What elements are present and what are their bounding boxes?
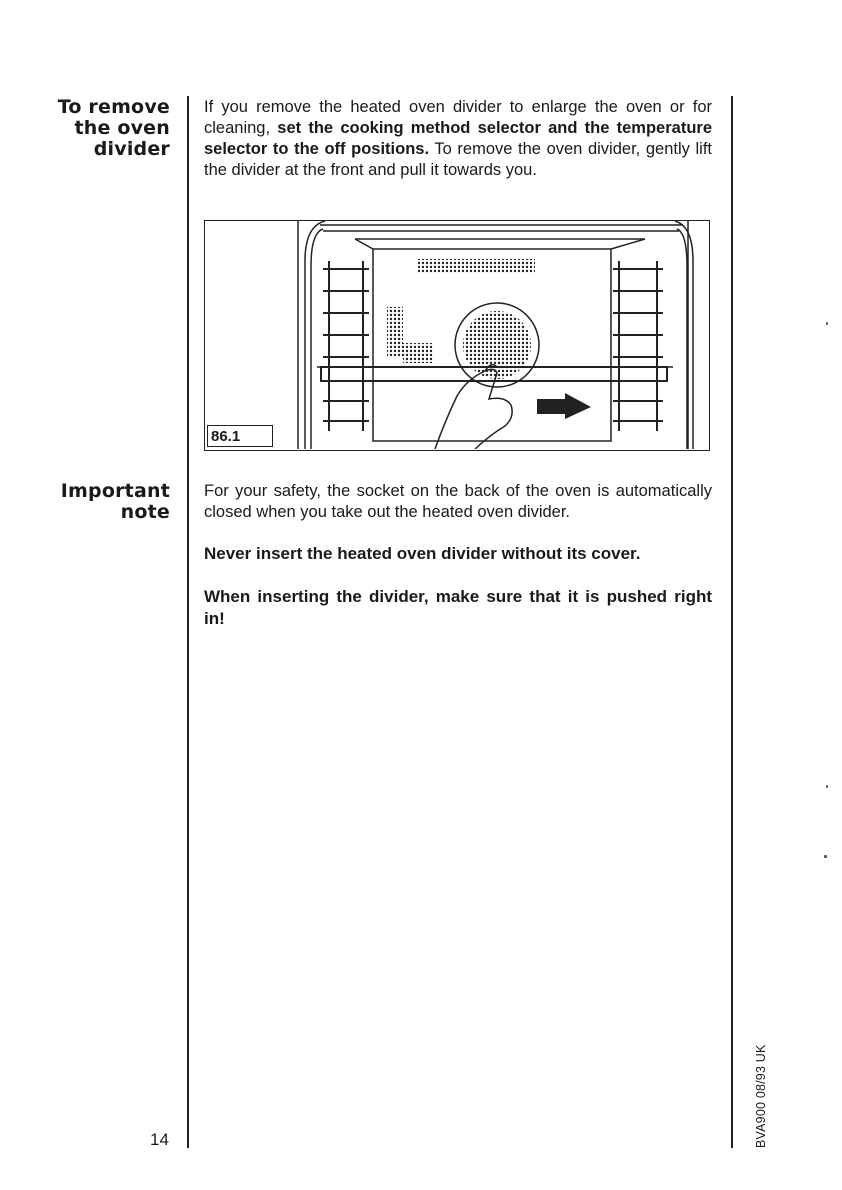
figure-label: 86.1 bbox=[207, 425, 273, 447]
oven-divider-illustration bbox=[204, 220, 710, 451]
warning-pushed-in: When inserting the divider, make sure that it is pushed right in! bbox=[204, 587, 712, 628]
heading-line: Important bbox=[60, 480, 170, 502]
heading-line: note bbox=[120, 501, 170, 523]
oven-illustration-svg bbox=[205, 221, 708, 449]
left-column-rule bbox=[187, 96, 189, 1148]
right-column-rule bbox=[731, 96, 733, 1148]
heading-line: To remove bbox=[57, 96, 170, 118]
heading-line: divider bbox=[93, 138, 170, 160]
scan-speck bbox=[824, 855, 827, 858]
important-note-paragraph: For your safety, the socket on the back of the oven is automatically closed when you take out the heated oven divider. bbox=[204, 482, 712, 521]
para-intro: If you remove the heated oven divider to enlarge the oven or for cleaning, bbox=[204, 98, 712, 137]
para-bold: set the cooking method selector and the temperature selector to the off positions. bbox=[204, 119, 712, 158]
document-code: BVA900 08/93 UK bbox=[754, 1044, 768, 1148]
heading-important-note bbox=[61, 481, 170, 523]
page-number: 14 bbox=[150, 1130, 169, 1149]
para-rest: To remove the oven divider, gently lift the divider at the front and pull it towards you. bbox=[204, 140, 712, 179]
scan-speck bbox=[826, 785, 828, 788]
scan-speck bbox=[826, 322, 828, 325]
warning-cover: Never insert the heated oven divider without its cover. bbox=[204, 544, 641, 563]
remove-divider-paragraph bbox=[204, 97, 712, 181]
heading-line: the oven bbox=[74, 117, 170, 139]
heading-remove-divider bbox=[58, 97, 170, 160]
